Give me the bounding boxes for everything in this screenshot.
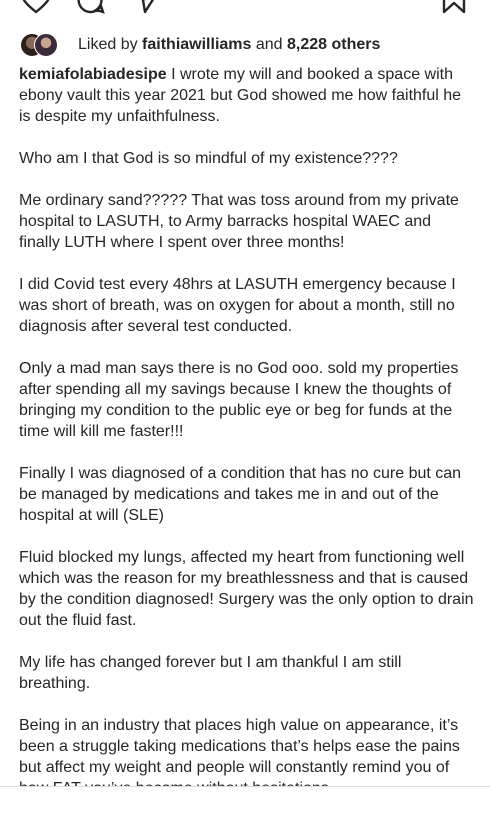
caption-paragraph: Fluid blocked my lungs, affected my heart from functioning well which was the reason for my breathlessness and that is caused by the condition diagnosed! Surgery was the only option to drain out the fluid fast. [19,549,474,629]
bookmark-icon[interactable] [440,0,468,14]
post-caption [19,64,474,820]
likes-summary[interactable] [20,32,380,58]
caption-paragraph: I did Covid test every 48hrs at LASUTH emergency because I was short of breath, was on oxygen for about a month, still no diagnosis after several test conducted. [19,276,456,335]
caption-paragraph: Who am I that God is so mindful of my existence???? [19,150,398,167]
likes-connector: and [255,36,283,53]
send-icon[interactable] [130,0,162,14]
post-action-bar [0,0,490,20]
caption-paragraph: Only a mad man says there is no God ooo. sold my properties after spending all my savings because I knew the thoughts of bringing my condition to the public eye or beg for funds at the time will kill me faster!!! [19,360,459,440]
caption-paragraph: My life has changed forever but I am thankful I am still breathing. [19,654,402,692]
comment-icon[interactable] [75,0,107,14]
likes-others-count[interactable]: 8,228 others [287,36,381,53]
caption-paragraph [19,64,474,127]
avatar [34,33,58,57]
caption-paragraph: Being in an industry that places high value on appearance, it’s been a struggle taking medications that’s helps ease the pains but affect my weight and people will constantly remind you of [19,717,460,776]
caption-text: I wrote my will and booked a space with ebony vault this year 2021 but God showed me how faithful he is despite my unfaithfulness. [19,66,462,125]
liker-username[interactable]: faithiawilliams [142,36,252,53]
likes-prefix: Liked by [78,36,138,53]
heart-icon[interactable] [20,0,52,14]
liker-avatars [20,33,72,57]
divider [0,786,490,802]
caption-paragraph: Finally I was diagnosed of a condition that has no cure but can be managed by medications and takes me in and out of the hospital at will (SLE) [19,465,462,524]
caption-username[interactable]: kemiafolabiadesipe [19,66,167,83]
caption-paragraph: Me ordinary sand????? That was toss around from my private hospital to LASUTH, to Army barracks hospital WAEC and finally LUTH where I spent over three months! [19,192,459,251]
